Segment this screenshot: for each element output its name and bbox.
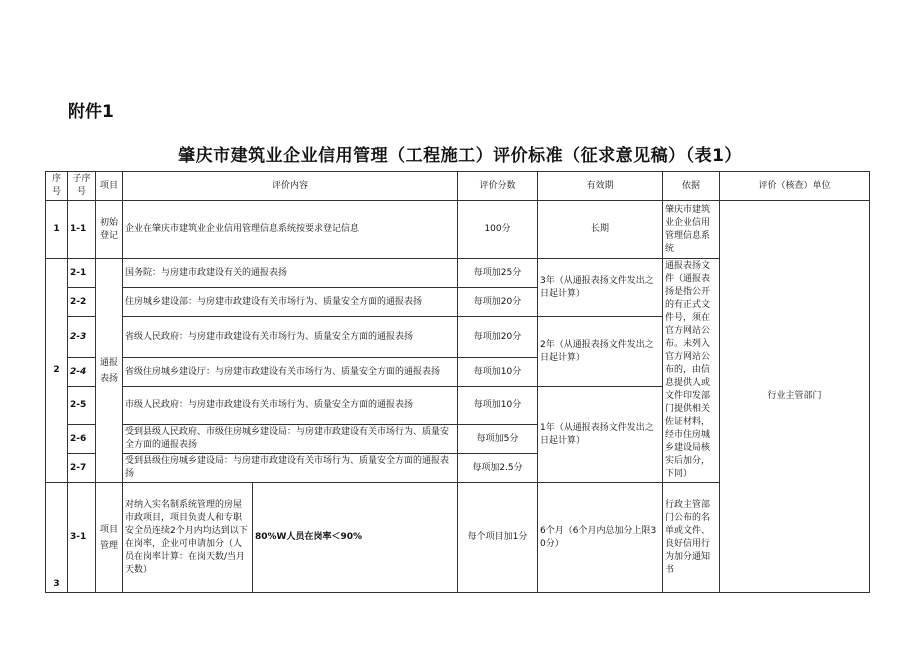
score-cell: 每项加25分 — [458, 259, 538, 288]
score-cell: 每项加5分 — [458, 425, 538, 454]
score-cell: 每项加20分 — [458, 288, 538, 317]
basis-cell: 通报表扬文件（通报表扬是指公开的有正式文件号，须在官方网站公布。未列入官方网站公布的，由信息提供人或文件印发部门提供相关佐证材料，经市住房城乡建设局核实后加分，下同） — [663, 259, 720, 483]
seq-cell: 3 — [46, 483, 68, 593]
validity-cell: 6个月（6个月内总加分上限30分） — [538, 483, 663, 593]
basis-cell: 肇庆市建筑业企业信用管理信息系统 — [663, 201, 720, 259]
header-unit: 评价（核查）单位 — [720, 172, 870, 201]
content-cell: 省级住房城乡建设厅：与房建市政建设有关市场行为、质量安全方面的通报表扬 — [123, 358, 458, 387]
evaluation-table — [45, 171, 870, 593]
content-cell: 受到县级人民政府、市级住房城乡建设局：与房建市政建设有关市场行为、质量安全方面的通报表扬 — [123, 425, 458, 454]
seq-cell: 1 — [46, 201, 68, 259]
validity-cell: 2年（从通报表扬文件发出之日起计算） — [538, 317, 663, 387]
item-cell: 项目管理 — [96, 483, 123, 593]
header-seq: 序号 — [46, 172, 68, 201]
basis-cell: 行政主管部门公布的名单或文件、良好信用行为加分通知书 — [663, 483, 720, 593]
condition-cell: 80%W人员在岗率＜90% — [253, 483, 458, 593]
content-cell: 企业在肇庆市建筑业企业信用管理信息系统按要求登记信息 — [123, 201, 458, 259]
header-content: 评价内容 — [123, 172, 458, 201]
header-basis: 依据 — [663, 172, 720, 201]
seq-cell: 2 — [46, 259, 68, 483]
score-cell: 每项加10分 — [458, 387, 538, 425]
content-cell: 省级人民政府：与房建市政建设有关市场行为、质量安全方面的通报表扬 — [123, 317, 458, 358]
score-cell: 每个项目加1分 — [458, 483, 538, 593]
validity-cell: 长期 — [538, 201, 663, 259]
subseq-cell: 2-3 — [68, 317, 96, 358]
score-cell: 每项加20分 — [458, 317, 538, 358]
content-cell: 市级人民政府：与房建市政建设有关市场行为、质量安全方面的通报表扬 — [123, 387, 458, 425]
table-row — [46, 201, 870, 259]
subseq-cell: 2-2 — [68, 288, 96, 317]
header-subseq: 子序号 — [68, 172, 96, 201]
description-cell: 对纳入实名制系统管理的房屋市政项目，项目负责人和专职安全员连续2个月内均达到以下在岗率，企业可申请加分（人员在岗率计算：在岗天数/当月天数） — [123, 483, 253, 593]
score-cell: 100分 — [458, 201, 538, 259]
subseq-cell: 3-1 — [68, 483, 96, 593]
subseq-cell: 2-1 — [68, 259, 96, 288]
header-row — [46, 172, 870, 201]
subseq-cell: 2-6 — [68, 425, 96, 454]
header-validity: 有效期 — [538, 172, 663, 201]
item-cell: 初始登记 — [96, 201, 123, 259]
subseq-cell: 1-1 — [68, 201, 96, 259]
content-cell: 受到县级住房城乡建设局：与房建市政建设有关市场行为、质量安全方面的通报表扬 — [123, 454, 458, 483]
item-cell: 通报表扬 — [96, 259, 123, 483]
header-item: 项目 — [96, 172, 123, 201]
score-cell: 每项加2.5分 — [458, 454, 538, 483]
subseq-cell: 2-4 — [68, 358, 96, 387]
validity-cell: 1年（从通报表扬文件发出之日起计算） — [538, 387, 663, 483]
score-cell: 每项加10分 — [458, 358, 538, 387]
subseq-cell: 2-5 — [68, 387, 96, 425]
content-cell: 国务院：与房建市政建设有关的通报表扬 — [123, 259, 458, 288]
unit-cell: 行业主管部门 — [720, 201, 870, 593]
document-title: 肇庆市建筑业企业信用管理（工程施工）评价标准（征求意见稿）（表1） — [178, 146, 742, 166]
subseq-cell: 2-7 — [68, 454, 96, 483]
validity-cell: 3年（从通报表扬文件发出之日起计算） — [538, 259, 663, 317]
attachment-label: 附件1 — [68, 102, 114, 122]
header-score: 评价分数 — [458, 172, 538, 201]
content-cell: 住房城乡建设部：与房建市政建设有关市场行为、质量安全方面的通报表扬 — [123, 288, 458, 317]
